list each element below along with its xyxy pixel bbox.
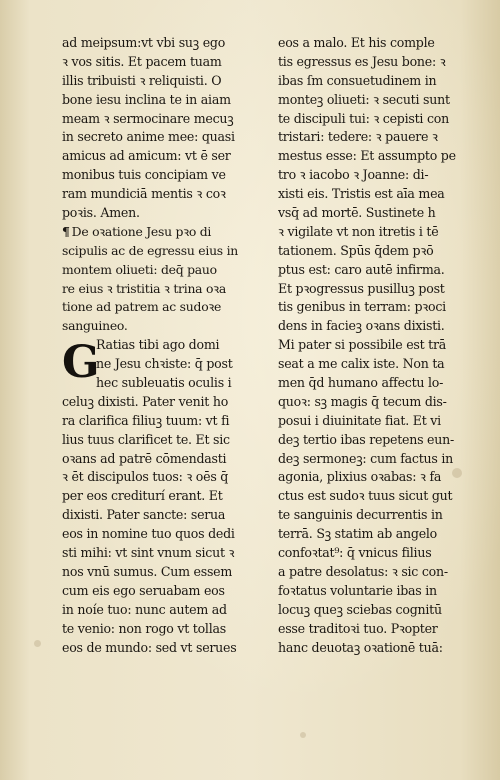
text-line: Mi pater si possibile est trā [278,337,447,353]
text-line: eos a malo. Et his comple [278,35,435,50]
text-line: foꝛtatus voluntarie ibas in [278,582,437,598]
text-line: bone iesu inclina te in aiam [62,91,231,107]
text-line: per eos crediturí erant. Et [62,488,223,504]
text-line: monibus tuis concipiam ve [62,167,226,183]
text-line: hanc deuotaꝫ oꝛationē tuā: [278,639,443,655]
text-line: sti mihi: vt sint vnum sicut ꝛ [62,545,235,561]
text-line: mestus esse: Et assumpto pe [278,148,456,164]
text-line: ram mundiciā mentis ꝛ coꝛ [62,186,226,202]
text-line: te sanguinis decurrentis in [278,507,443,523]
text-line: ꝛ vigilate vt non itretis i tē [278,223,439,239]
text-line: ꝛ vos sitis. Et pacem tuam [62,53,222,69]
text-line: illis tribuisti ꝛ reliquisti. O [62,72,222,88]
text-line: ꝛ ēt discipulos tuos: ꝛ oēs q̄ [62,469,229,485]
text-line: ibas ſm consuetudinem in [278,72,437,88]
drop-cap-initial: G [62,337,100,389]
opening-paragraph [62,34,270,223]
text-line: monteꝫ oliueti: ꝛ secuti sunt [278,91,450,107]
text-line: ad meipsum:vt vbi suꝫ ego [62,35,226,50]
text-line: te venio: non rogo vt tollas [62,620,226,636]
text-line: ne Jesu chꝛiste: q̄ post [96,356,233,372]
text-line: in secreto anime mee: quasi [62,129,235,145]
text-line: celuꝫ dixisti. Pater venit ho [62,393,229,409]
text-line: tationem. Spūs q̄dem pꝛō [278,242,434,258]
text-line: tro ꝛ iacobo ꝛ Joanne: di- [278,167,429,183]
text-line: eos in nomine tuo quos dedi [62,526,235,542]
pilcrow-icon: ¶ [62,223,70,239]
heading-line: scipulis ac de egressu eius in [62,242,239,258]
text-line: cum eis ego seruabam eos [62,582,225,598]
text-line: men q̄d humano affectu lo- [278,375,444,391]
text-line: ctus est sudoꝛ tuus sicut gut [278,488,453,504]
text-line: esse traditoꝛi tuo. Pꝛopter [278,620,438,636]
foxing-spot [34,640,41,647]
text-line: agonia, plixius oꝛabas: ꝛ fa [278,469,442,485]
heading-line: re eius ꝛ tristitia ꝛ trina oꝛa [62,280,226,296]
text-line: Et pꝛogressus pusilluꝫ post [278,280,445,296]
heading-line: montem oliueti: deq̄ pauo [62,261,217,277]
heading-line: tione ad patrem ac sudoꝛe [62,299,222,315]
text-line: oꝛans ad patrē cōmendasti [62,450,227,466]
text-line: Ratias tibi ago domi [96,337,220,353]
text-line: hec subleuatis oculis i [96,375,232,391]
text-line: amicus ad amicum: vt ē ser [62,148,231,164]
text-line: in noíe tuo: nunc autem ad [62,601,227,617]
heading-text: De oꝛatione Jesu pꝛo di [71,223,212,239]
text-line: deꝫ tertio ibas repetens eun- [278,431,454,447]
heading-line: sanguineo. [62,318,128,334]
left-column [62,34,270,657]
heading-line [62,223,270,242]
text-line: vsq̄ ad mortē. Sustinete h [278,205,436,221]
text-line: ptus est: caro autē infirma. [278,261,445,277]
text-line: a patre desolatus: ꝛ sic con- [278,563,448,579]
text-line: dens in facieꝫ oꝛans dixisti. [278,318,445,334]
text-line: locuꝫ queꝫ sciebas cognitū [278,601,442,617]
text-line: te discipuli tui: ꝛ cepisti con [278,110,449,126]
text-line: posui i diuinitate fiat. Et vi [278,412,441,428]
text-line: tristari: tedere: ꝛ pauere ꝛ [278,129,438,145]
right-column [278,34,488,657]
text-line: tis genibus in terram: pꝛoci [278,299,446,315]
text-line: meam ꝛ sermocinare mecuꝫ [62,110,234,126]
prayer-paragraph [62,393,270,657]
foxing-spot [300,732,306,738]
text-line: seat a me calix iste. Non ta [278,356,445,372]
text-line: quoꝛ: sꝫ magis q̄ tecum dis- [278,393,447,409]
text-line: nos vnū sumus. Cum essem [62,563,233,579]
text-line: xisti eis. Tristis est aīa mea [278,186,445,202]
text-line: dixisti. Pater sancte: serua [62,507,226,523]
text-line: eos de mundo: sed vt serues [62,639,237,655]
text-line: confoꝛtat⁹: q̄ vnicus filius [278,545,432,561]
text-line: ra clarifica filiuꝫ tuum: vt fi [62,412,230,428]
initial-block [62,336,270,393]
chapter-heading [62,223,270,336]
text-line: poꝛis. Amen. [62,205,140,221]
text-line: lius tuus clarificet te. Et sic [62,431,230,447]
text-line: deꝫ sermoneꝫ: cum factus in [278,450,454,466]
text-line: tis egressus es Jesu bone: ꝛ [278,53,446,69]
text-line: terrā. Sꝫ statim ab angelo [278,526,438,542]
